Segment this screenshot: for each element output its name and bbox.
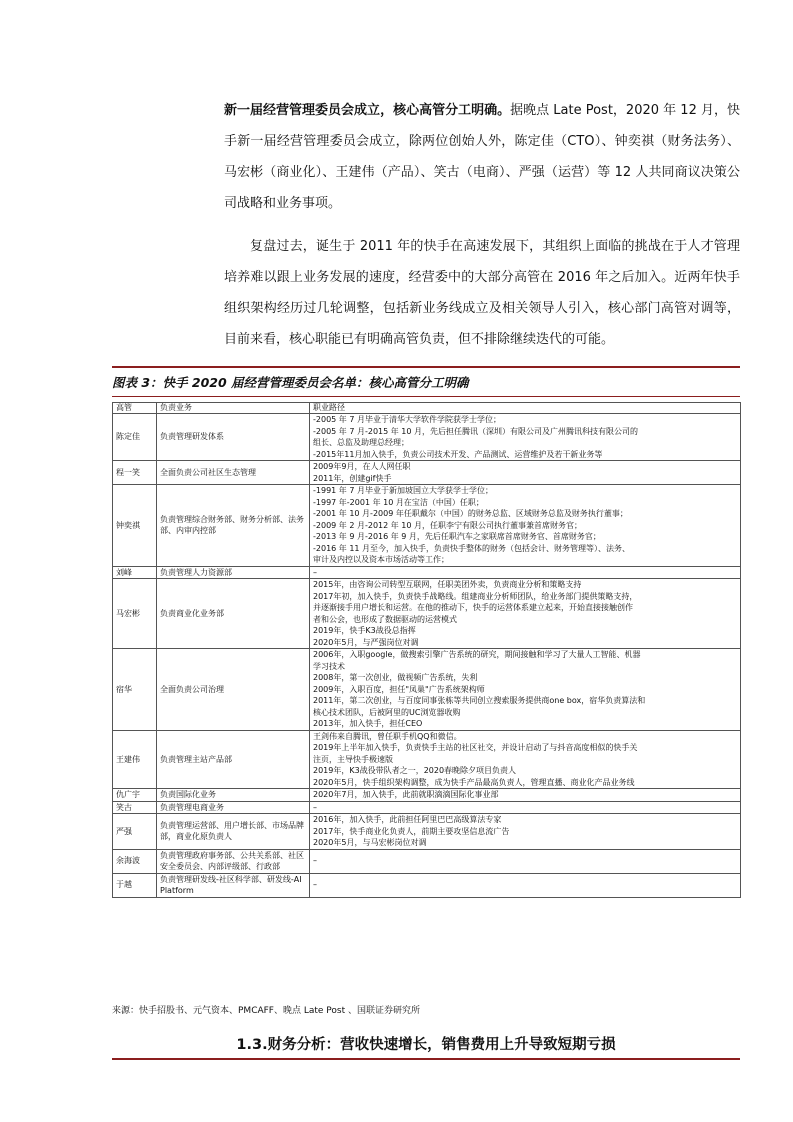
executive-duty: 负责管理研发线-社区科学部、研发线-AI Platform bbox=[157, 873, 310, 897]
career-line: -2015年11月加入快手，负责公司技术开发、产品测试、运营维护及若干新业务等 bbox=[313, 449, 603, 459]
career-line: 组长、总监及助理总经理； bbox=[313, 438, 409, 447]
table-row bbox=[113, 649, 741, 731]
executive-name: 陈定佳 bbox=[113, 414, 157, 461]
executive-career bbox=[310, 461, 741, 485]
paragraph-committee bbox=[224, 95, 740, 219]
career-line: -1991 年 7 月毕业于新加坡国立大学获学士学位； bbox=[313, 486, 493, 495]
executive-career bbox=[310, 485, 741, 567]
career-line: – bbox=[313, 856, 317, 866]
career-line: 审计及内控以及资本市场活动等工作； bbox=[313, 555, 449, 564]
table-row bbox=[113, 485, 741, 567]
table-row bbox=[113, 849, 741, 873]
executive-name: 王建伟 bbox=[113, 730, 157, 789]
figure-title-bar bbox=[112, 366, 740, 397]
header-executive: 高管 bbox=[113, 403, 157, 414]
executive-name: 刘峰 bbox=[113, 566, 157, 579]
career-line: 2017年，快手商业化负责人，前期主要攻坚信息流广告 bbox=[313, 826, 510, 836]
table-row bbox=[113, 579, 741, 649]
section-divider bbox=[112, 1058, 740, 1060]
career-line: -2001 年 10 月-2009 年任职戴尔（中国）的财务总监、区域财务总监及财务执行董事； bbox=[313, 509, 628, 518]
executive-duty: 负责管理电商业务 bbox=[157, 801, 310, 814]
career-line: 2009年，入职百度，担任"凤巢"广告系统架构师 bbox=[313, 684, 485, 694]
executive-name: 仇广宇 bbox=[113, 789, 157, 802]
career-line: – bbox=[313, 880, 317, 890]
figure-source: 来源：快手招股书、元气资本、PMCAFF、晚点 Late Post 、国联证券研究所 bbox=[112, 1006, 420, 1016]
career-line: 2019年，K3战役带队者之一，2020春晚除夕项目负责人 bbox=[313, 766, 517, 775]
career-line: – bbox=[313, 802, 317, 812]
career-line: 2013年，加入快手，担任CEO bbox=[313, 719, 423, 728]
executive-duty: 负责商业化业务部 bbox=[157, 579, 310, 649]
career-line: 2009年9月，在人人网任职 bbox=[313, 462, 411, 471]
paragraph-review bbox=[224, 231, 740, 355]
career-line: 2008年，第一次创业，做视频广告系统，失利 bbox=[313, 673, 478, 682]
executive-name: 于越 bbox=[113, 873, 157, 897]
executive-name: 马宏彬 bbox=[113, 579, 157, 649]
executive-duty: 负责管理政府事务部、公共关系部、社区安全委员会、内部评级部、行政部 bbox=[157, 849, 310, 873]
career-line: -1997 年-2001 年 10 月在宝洁（中国）任职； bbox=[313, 497, 484, 507]
executive-duty: 负责管理主站产品部 bbox=[157, 730, 310, 789]
executive-duty: 全面负责公司治理 bbox=[157, 649, 310, 731]
executive-name: 程一笑 bbox=[113, 461, 157, 485]
career-line: 2020年7月，加入快手，此前就职滴滴国际化事业部 bbox=[313, 790, 499, 799]
career-line: 2020年5月，与严强岗位对调 bbox=[313, 637, 419, 647]
table-row bbox=[113, 730, 741, 789]
career-line: 2020年5月，快手组织架构调整，成为快手产品最高负责人，管理直播、商业化产品业务线 bbox=[313, 777, 635, 787]
career-line: 2011年，创建gif快手 bbox=[313, 473, 392, 483]
career-line: 者和公会，也形成了数据驱动的运营模式 bbox=[313, 614, 457, 624]
table-row bbox=[113, 566, 741, 579]
career-line: 并逐渐接手用户增长和运营。在他的推动下，快手的运营体系建立起来，开始直接接触创作 bbox=[313, 603, 633, 612]
executive-duty: 全面负责公司社区生态管理 bbox=[157, 461, 310, 485]
career-line: – bbox=[313, 567, 317, 577]
table-header-row bbox=[113, 403, 741, 414]
career-line: 2011年，第二次创业，与百度同事张栋等共同创立搜索服务提供商one box，宿华负责算法和 bbox=[313, 696, 646, 705]
executive-duty: 负责管理人力资源部 bbox=[157, 566, 310, 579]
executive-duty: 负责国际化业务 bbox=[157, 789, 310, 802]
career-line: -2009 年 2 月-2012 年 10 月，任职李宁有限公司执行董事兼首席财务官； bbox=[313, 520, 583, 530]
executive-career bbox=[310, 789, 741, 802]
header-duty: 负责业务 bbox=[157, 403, 310, 414]
executive-career bbox=[310, 801, 741, 814]
career-line: -2005 年 7 月-2015 年 10 月，先后担任腾讯（深圳）有限公司及广州腾讯科技有限公司的 bbox=[313, 426, 639, 436]
career-line: 2017年初，加入快手，负责快手战略线。组建商业分析师团队，给业务部门提供策略支持， bbox=[313, 591, 638, 601]
table-row bbox=[113, 414, 741, 461]
career-line: 2019年，快手K3战役总指挥 bbox=[313, 626, 416, 635]
section-heading: 1.3.财务分析：营收快速增长，销售费用上升导致短期亏损 bbox=[236, 1037, 616, 1053]
executive-name: 余海波 bbox=[113, 849, 157, 873]
career-line: 2015年，由咨询公司转型互联网，任职美团外卖，负责商业分析和策略支持 bbox=[313, 580, 582, 589]
figure-title: 图表 3：快手 2020 届经营管理委员会名单：核心高管分工明确 bbox=[112, 375, 469, 390]
career-line: -2016 年 11 月至今，加入快手，负责快手整体的财务（包括会计、财务管理等）、法务、 bbox=[313, 543, 631, 553]
executive-name: 笑古 bbox=[113, 801, 157, 814]
executive-career bbox=[310, 414, 741, 461]
career-line: -2005 年 7 月毕业于清华大学软件学院获学士学位； bbox=[313, 415, 501, 424]
career-line: 注页，主导快手极速版 bbox=[313, 754, 393, 764]
career-line: 2019年上半年加入快手，负责快手主站的社区社交，并设计启动了与抖音高度相似的快手关 bbox=[313, 743, 638, 752]
executive-career bbox=[310, 730, 741, 789]
paragraph-lead: 新一届经营管理委员会成立，核心高管分工明确。 bbox=[224, 103, 511, 118]
table-row bbox=[113, 873, 741, 897]
career-line: 2016年，加入快手，此前担任阿里巴巴高级算法专家 bbox=[313, 815, 502, 824]
paragraph-body: 据晚点 Late Post，2020 年 12 月，快手新一届经营管理委员会成立，除两位创始人外，陈定佳（CTO）、钟奕祺（财务法务）、马宏彬（商业化）、王建伟（产品）、笑古（电商）、严强（运营）等 12 人共同商议决策公司战略和业务事项。 bbox=[224, 103, 740, 211]
career-line: -2013 年 9 月-2016 年 9 月，先后任职汽车之家联席首席财务官、首席财务官； bbox=[313, 532, 601, 541]
career-line: 2006年，入职google，做搜索引擎广告系统的研究，期间接触和学习了大量人工智能、机器 bbox=[313, 650, 641, 659]
career-line: 核心技术团队，后被阿里的UC浏览器收购 bbox=[313, 707, 461, 717]
executive-career bbox=[310, 649, 741, 731]
table-row bbox=[113, 789, 741, 802]
executive-career bbox=[310, 814, 741, 850]
table-row bbox=[113, 814, 741, 850]
executive-career bbox=[310, 873, 741, 897]
career-line: 学习技术 bbox=[313, 661, 345, 671]
table-row bbox=[113, 801, 741, 814]
career-line: 2020年5月，与马宏彬岗位对调 bbox=[313, 838, 427, 847]
executive-name: 钟奕祺 bbox=[113, 485, 157, 567]
executive-career bbox=[310, 849, 741, 873]
career-line: 王剑伟来自腾讯，曾任职手机QQ和微信。 bbox=[313, 731, 462, 741]
executive-career bbox=[310, 579, 741, 649]
executive-duty: 负责管理研发体系 bbox=[157, 414, 310, 461]
executive-duty: 负责管理运营部、用户增长部、市场品牌部，商业化原负责人 bbox=[157, 814, 310, 850]
executive-duty: 负责管理综合财务部、财务分析部、法务部、内审内控部 bbox=[157, 485, 310, 567]
executive-name: 宿华 bbox=[113, 649, 157, 731]
executive-table bbox=[112, 402, 741, 898]
paragraph-body: 复盘过去，诞生于 2011 年的快手在高速发展下，其组织上面临的挑战在于人才管理培养难以跟上业务发展的速度，经营委中的大部分高管在 2016 年之后加入。近两年快手组织架构经历过几轮调整，包括新业务线成立及相关领导人引入，核心部门高管对调等，目前来看，核心职能已有明确高管负责，但不排除继续迭代的可能。 bbox=[224, 239, 740, 347]
executive-career bbox=[310, 566, 741, 579]
header-career: 职业路径 bbox=[310, 403, 741, 414]
table-row bbox=[113, 461, 741, 485]
executive-name: 严强 bbox=[113, 814, 157, 850]
